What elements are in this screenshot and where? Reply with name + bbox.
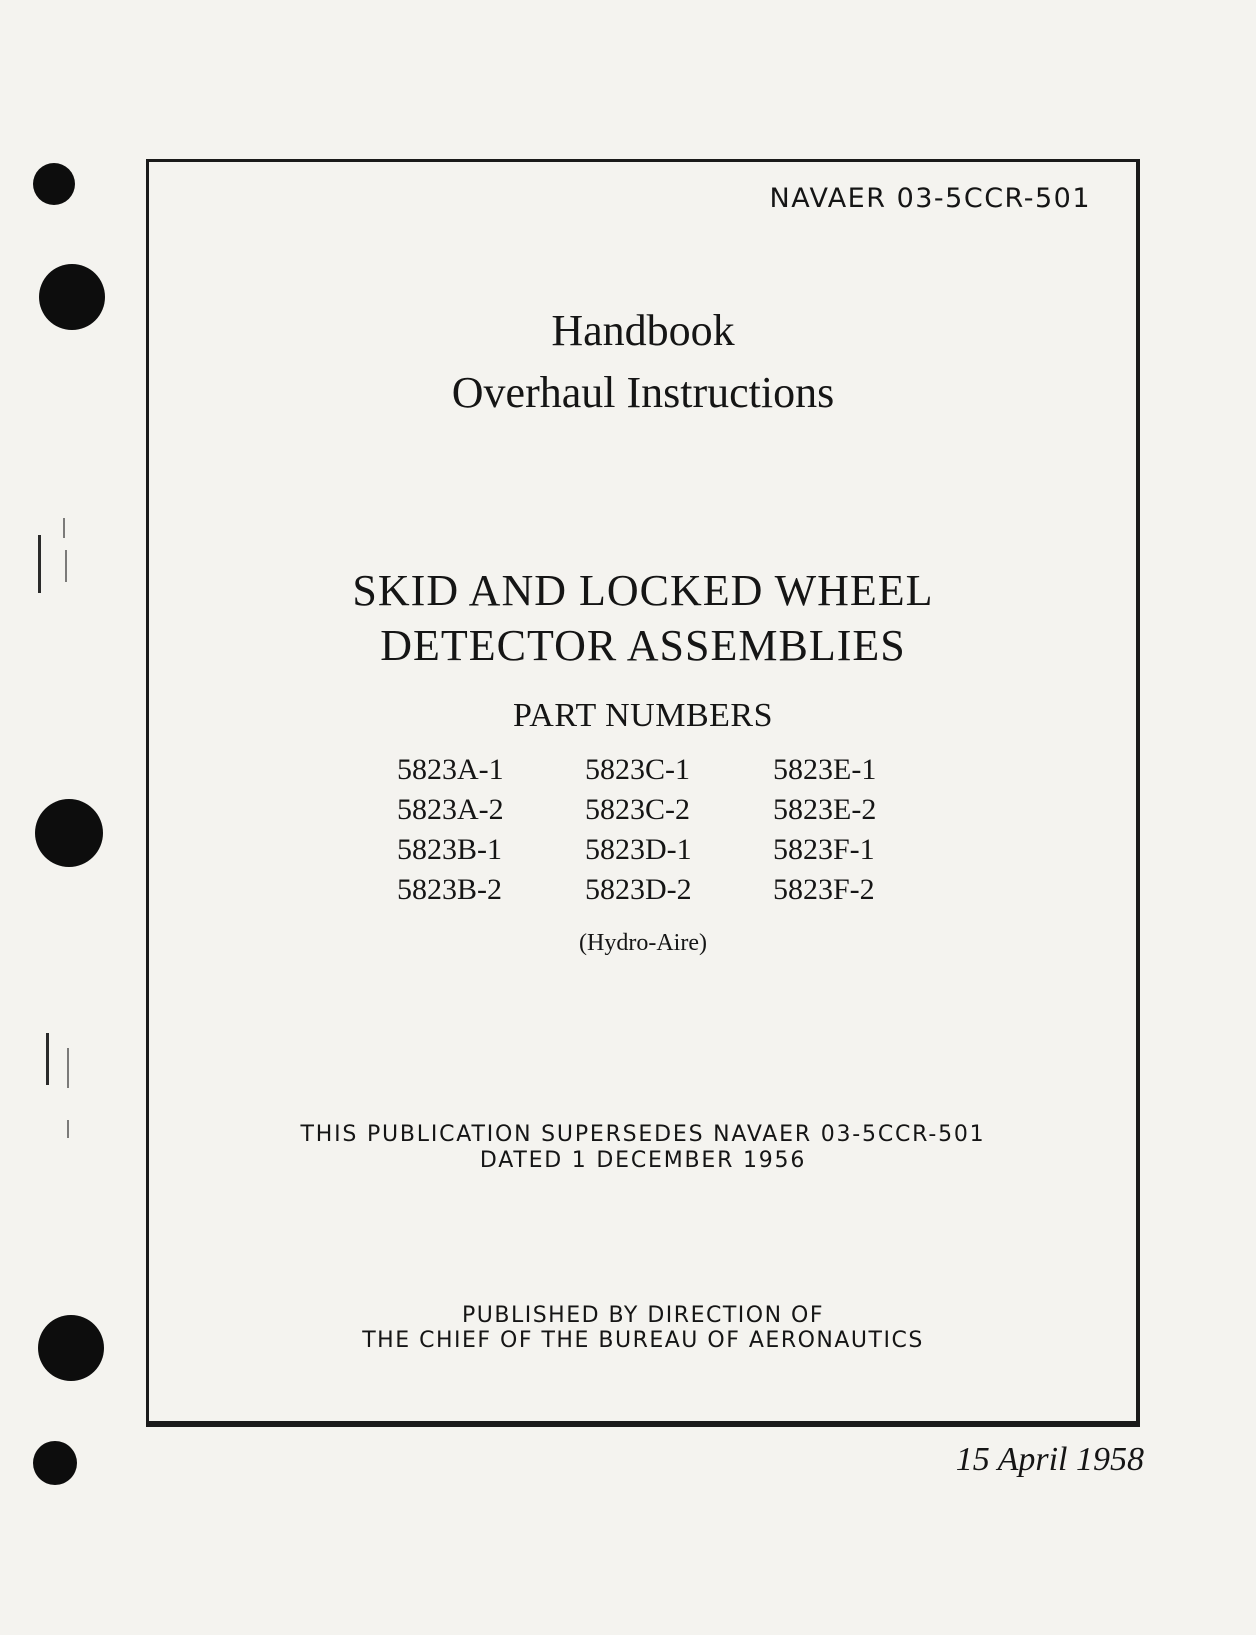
- part-number: 5823B-1: [397, 833, 502, 866]
- part-number: 5823F-2: [773, 873, 875, 906]
- part-number: 5823E-1: [773, 753, 877, 786]
- title-line-1: SKID AND LOCKED WHEEL: [352, 566, 934, 615]
- punch-hole: [39, 264, 105, 330]
- part-number: 5823C-2: [585, 793, 690, 826]
- margin-mark: [63, 518, 65, 538]
- part-numbers-column-2: [585, 750, 692, 910]
- supersedes-notice-line-2: DATED 1 DECEMBER 1956: [479, 1148, 807, 1173]
- part-number: 5823F-1: [773, 833, 875, 866]
- published-by-line-1: PUBLISHED BY DIRECTION OF: [461, 1303, 824, 1328]
- margin-mark: [46, 1033, 49, 1085]
- part-number: 5823E-2: [773, 793, 877, 826]
- document-number: NAVAER 03-5CCR-501: [769, 183, 1091, 214]
- margin-mark: [65, 550, 67, 582]
- part-number: 5823D-2: [585, 873, 692, 906]
- margin-mark: [38, 535, 41, 593]
- margin-mark: [67, 1048, 69, 1088]
- punch-hole: [33, 1441, 77, 1485]
- handbook-type: Overhaul Instructions: [451, 368, 835, 417]
- part-numbers-heading: PART NUMBERS: [512, 697, 773, 734]
- margin-mark: [67, 1120, 69, 1138]
- part-number: 5823A-2: [397, 793, 504, 826]
- part-number: 5823B-2: [397, 873, 502, 906]
- part-numbers-column-1: [397, 750, 504, 910]
- part-number: 5823A-1: [397, 753, 504, 786]
- punch-hole: [33, 163, 75, 205]
- punch-hole: [35, 799, 103, 867]
- published-by-line-2: THE CHIEF OF THE BUREAU OF AERONAUTICS: [362, 1328, 924, 1353]
- part-number: 5823D-1: [585, 833, 692, 866]
- part-numbers-column-3: [773, 750, 876, 910]
- handbook-label: Handbook: [551, 306, 735, 355]
- manufacturer: (Hydro-Aire): [579, 930, 707, 956]
- supersedes-notice-line-1: THIS PUBLICATION SUPERSEDES NAVAER 03-5CCR-501: [300, 1122, 986, 1147]
- punch-hole: [38, 1315, 104, 1381]
- part-number: 5823C-1: [585, 753, 690, 786]
- publication-date: 15 April 1958: [955, 1441, 1144, 1478]
- title-line-2: DETECTOR ASSEMBLIES: [380, 621, 906, 670]
